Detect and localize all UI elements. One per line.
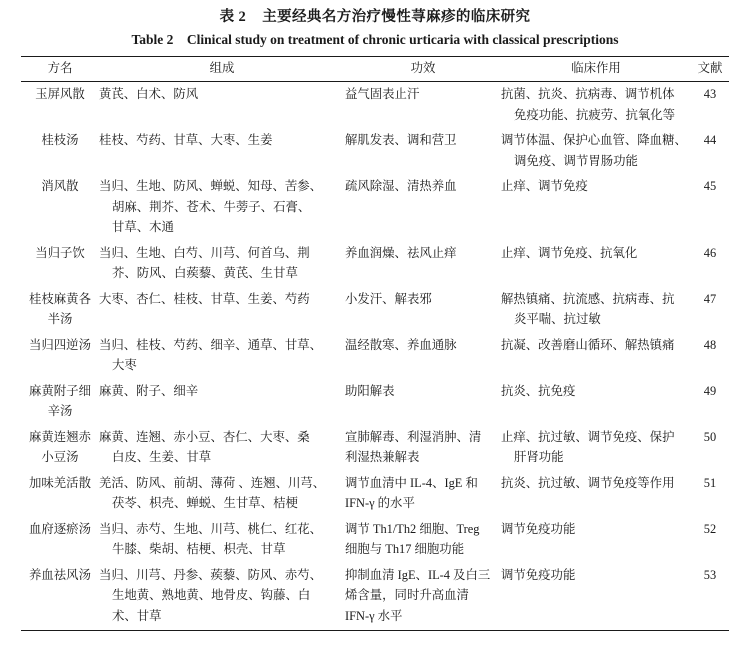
cell-prescription-name xyxy=(21,174,99,241)
cell-line: 调节体温、保护心血管、降血糖、 xyxy=(501,133,687,147)
cell-reference: 52 xyxy=(703,521,717,536)
cell-line: 当归、川芎、丹参、蒺藜、防风、赤芍、 xyxy=(99,567,323,582)
cell-reference: 44 xyxy=(703,133,717,147)
header-name: 方名 xyxy=(21,57,99,82)
cell-line: 牛膝、柴胡、桔梗、枳壳、甘草 xyxy=(112,542,286,556)
cell-line: 利湿热兼解表 xyxy=(345,450,420,464)
cell-line: 抗凝、改善磨山循环、解热镇痛 xyxy=(501,337,675,352)
cell-reference: 53 xyxy=(691,563,729,631)
table-body xyxy=(21,82,729,631)
cell-line: 麻黄附子细 xyxy=(29,383,91,398)
cell-reference: 43 xyxy=(703,87,717,101)
cell-line: 胡麻、荆芥、苍术、牛蒡子、石膏、 xyxy=(112,199,311,214)
table-row xyxy=(21,174,729,241)
cell-composition xyxy=(99,174,345,241)
cell-reference: 46 xyxy=(703,245,717,260)
cell-prescription-name xyxy=(21,287,99,333)
table-row xyxy=(21,287,729,333)
header-reference: 文献 xyxy=(691,57,729,82)
cell-line: 大枣 xyxy=(112,358,137,372)
table-container xyxy=(21,56,729,631)
cell-composition xyxy=(99,517,345,563)
cell-reference: 49 xyxy=(703,383,717,398)
table-row xyxy=(21,563,729,631)
header-effect: 功效 xyxy=(345,57,501,82)
cell-prescription-name xyxy=(21,241,99,287)
cell-clinical-action xyxy=(501,174,691,241)
cell-clinical-action xyxy=(501,517,691,563)
cell-effect xyxy=(345,379,501,425)
table-row xyxy=(21,128,729,174)
table-header xyxy=(21,57,729,82)
cell-line: 养血祛风汤 xyxy=(29,567,91,582)
cell-line: 麻黄、连翘、赤小豆、杏仁、大枣、桑 xyxy=(99,429,310,444)
header-row xyxy=(21,57,729,82)
cell-clinical-action xyxy=(501,82,691,129)
cell-effect xyxy=(345,174,501,241)
cell-line: 免疫功能、抗疲劳、抗氧化等 xyxy=(514,107,676,122)
cell-clinical-action xyxy=(501,471,691,517)
cell-line: 调节免疫功能 xyxy=(501,521,576,536)
cell-line: 止痒、调节免疫、抗氧化 xyxy=(501,245,638,260)
cell-line: 温经散寒、养血通脉 xyxy=(345,337,457,352)
cell-line: 小发汗、解表邪 xyxy=(345,291,432,306)
cell-clinical-action xyxy=(501,425,691,471)
cell-line: 小豆汤 xyxy=(41,450,79,464)
cell-clinical-action xyxy=(501,128,691,174)
cell-line: 桂枝麻黄各 xyxy=(29,291,91,306)
cell-composition xyxy=(99,563,345,631)
table-row xyxy=(21,425,729,471)
cell-line: 止痒、调节免疫 xyxy=(501,179,588,193)
table-caption xyxy=(0,0,750,50)
cell-composition xyxy=(99,333,345,379)
cell-prescription-name xyxy=(21,471,99,517)
cell-line: 宣肺解毒、利湿消肿、清 xyxy=(345,429,482,444)
cell-effect xyxy=(345,128,501,174)
caption-chinese: 表 2 主要经典名方治疗慢性荨麻疹的临床研究 xyxy=(219,9,531,25)
cell-line: IFN-γ 的水平 xyxy=(345,496,415,510)
table-row xyxy=(21,471,729,517)
cell-effect xyxy=(345,471,501,517)
cell-line: 止痒、抗过敏、调节免疫、保护 xyxy=(501,429,675,444)
cell-effect xyxy=(345,333,501,379)
table-row xyxy=(21,517,729,563)
cell-line: 消风散 xyxy=(41,179,79,193)
caption-english: Table 2 Clinical study on treatment of chronic urticaria with classical prescriptions xyxy=(131,32,619,47)
cell-line: 烯含量，同时升高血清 xyxy=(345,588,469,602)
cell-effect xyxy=(345,241,501,287)
clinical-study-table xyxy=(21,56,729,631)
cell-line: 当归、生地、白芍、川芎、何首乌、荆 xyxy=(99,245,310,260)
cell-prescription-name xyxy=(21,379,99,425)
cell-clinical-action xyxy=(501,287,691,333)
cell-clinical-action xyxy=(501,241,691,287)
cell-line: 麻黄连翘赤 xyxy=(29,429,91,444)
cell-line: 调节血清中 IL-4、IgE 和 xyxy=(345,475,478,490)
cell-line: 黄芪、白术、防风 xyxy=(99,87,199,101)
cell-prescription-name xyxy=(21,517,99,563)
cell-line: 肝肾功能 xyxy=(514,450,564,464)
cell-composition xyxy=(99,471,345,517)
cell-composition xyxy=(99,82,345,129)
cell-line: 助阳解表 xyxy=(345,383,395,398)
cell-line: 益气固表止汗 xyxy=(345,87,420,101)
cell-line: 芥、防风、白蒺藜、黄芪、生甘草 xyxy=(112,266,298,280)
cell-reference: 47 xyxy=(703,291,717,306)
cell-line: 桂枝、芍药、甘草、大枣、生姜 xyxy=(99,133,273,147)
header-composition: 组成 xyxy=(99,57,345,82)
cell-line: 疏风除湿、清热养血 xyxy=(345,179,457,193)
cell-effect xyxy=(345,82,501,129)
cell-line: 半汤 xyxy=(47,312,73,326)
cell-line: IFN-γ 水平 xyxy=(345,608,403,623)
cell-reference: 50 xyxy=(703,429,717,444)
cell-line: 抗炎、抗免疫 xyxy=(501,383,576,398)
cell-line: 术、甘草 xyxy=(112,608,162,623)
cell-line: 生地黄、熟地黄、地骨皮、钩藤、白 xyxy=(112,588,311,602)
cell-effect xyxy=(345,517,501,563)
cell-effect xyxy=(345,287,501,333)
cell-composition xyxy=(99,287,345,333)
cell-line: 加味羌活散 xyxy=(29,475,91,490)
cell-line: 解热镇痛、抗流感、抗病毒、抗 xyxy=(501,291,675,306)
cell-line: 茯苓、枳壳、蝉蜕、生甘草、桔梗 xyxy=(112,496,298,510)
cell-line: 玉屏风散 xyxy=(35,87,85,101)
cell-line: 调免疫、调节胃肠功能 xyxy=(514,153,638,168)
cell-line: 羌活、防风、前胡、薄荷 、连翘、川芎、 xyxy=(99,475,326,490)
cell-line: 当归、桂枝、芍药、细辛、通草、甘草、 xyxy=(99,337,323,352)
cell-reference: 45 xyxy=(703,179,717,193)
cell-line: 养血润燥、祛风止痒 xyxy=(345,245,457,260)
cell-composition xyxy=(99,425,345,471)
cell-effect xyxy=(345,425,501,471)
cell-composition xyxy=(99,379,345,425)
cell-line: 辛汤 xyxy=(47,404,73,418)
cell-line: 血府逐瘀汤 xyxy=(29,521,91,536)
cell-line: 炎平喘、抗过敏 xyxy=(514,312,601,326)
cell-line: 细胞与 Th17 细胞功能 xyxy=(345,542,465,556)
cell-line: 抗菌、抗炎、抗病毒、调节机体 xyxy=(501,87,675,101)
cell-clinical-action xyxy=(501,379,691,425)
cell-line: 抑制血清 IgE、IL-4 及白三 xyxy=(345,567,491,582)
cell-effect xyxy=(345,563,501,631)
cell-reference: 48 xyxy=(703,337,717,352)
table-row xyxy=(21,379,729,425)
cell-line: 甘草、木通 xyxy=(112,220,174,234)
cell-clinical-action xyxy=(501,563,691,631)
cell-line: 当归、赤芍、生地、川芎、桃仁、红花、 xyxy=(99,521,323,536)
table-row xyxy=(21,333,729,379)
cell-line: 调节 Th1/Th2 细胞、Treg xyxy=(345,521,480,536)
cell-line: 大枣、杏仁、桂枝、甘草、生姜、芍药 xyxy=(99,291,310,306)
cell-reference: 51 xyxy=(703,475,717,490)
cell-line: 当归子饮 xyxy=(35,245,85,260)
cell-prescription-name xyxy=(21,425,99,471)
cell-line: 调节免疫功能 xyxy=(501,567,576,582)
cell-prescription-name xyxy=(21,128,99,174)
cell-line: 麻黄、附子、细辛 xyxy=(99,383,199,398)
cell-line: 当归、生地、防风、蝉蜕、知母、苦参、 xyxy=(99,179,323,193)
cell-line: 桂枝汤 xyxy=(41,133,79,147)
cell-line: 白皮、生姜、甘草 xyxy=(112,450,212,464)
table-row xyxy=(21,82,729,129)
cell-composition xyxy=(99,128,345,174)
cell-prescription-name xyxy=(21,563,99,631)
cell-prescription-name xyxy=(21,82,99,129)
cell-composition xyxy=(99,241,345,287)
cell-prescription-name xyxy=(21,333,99,379)
header-clinical: 临床作用 xyxy=(501,57,691,82)
cell-line: 解肌发表、调和营卫 xyxy=(345,133,457,147)
table-row xyxy=(21,241,729,287)
cell-clinical-action xyxy=(501,333,691,379)
cell-line: 抗炎、抗过敏、调节免疫等作用 xyxy=(501,475,675,490)
cell-line: 当归四逆汤 xyxy=(29,337,91,352)
